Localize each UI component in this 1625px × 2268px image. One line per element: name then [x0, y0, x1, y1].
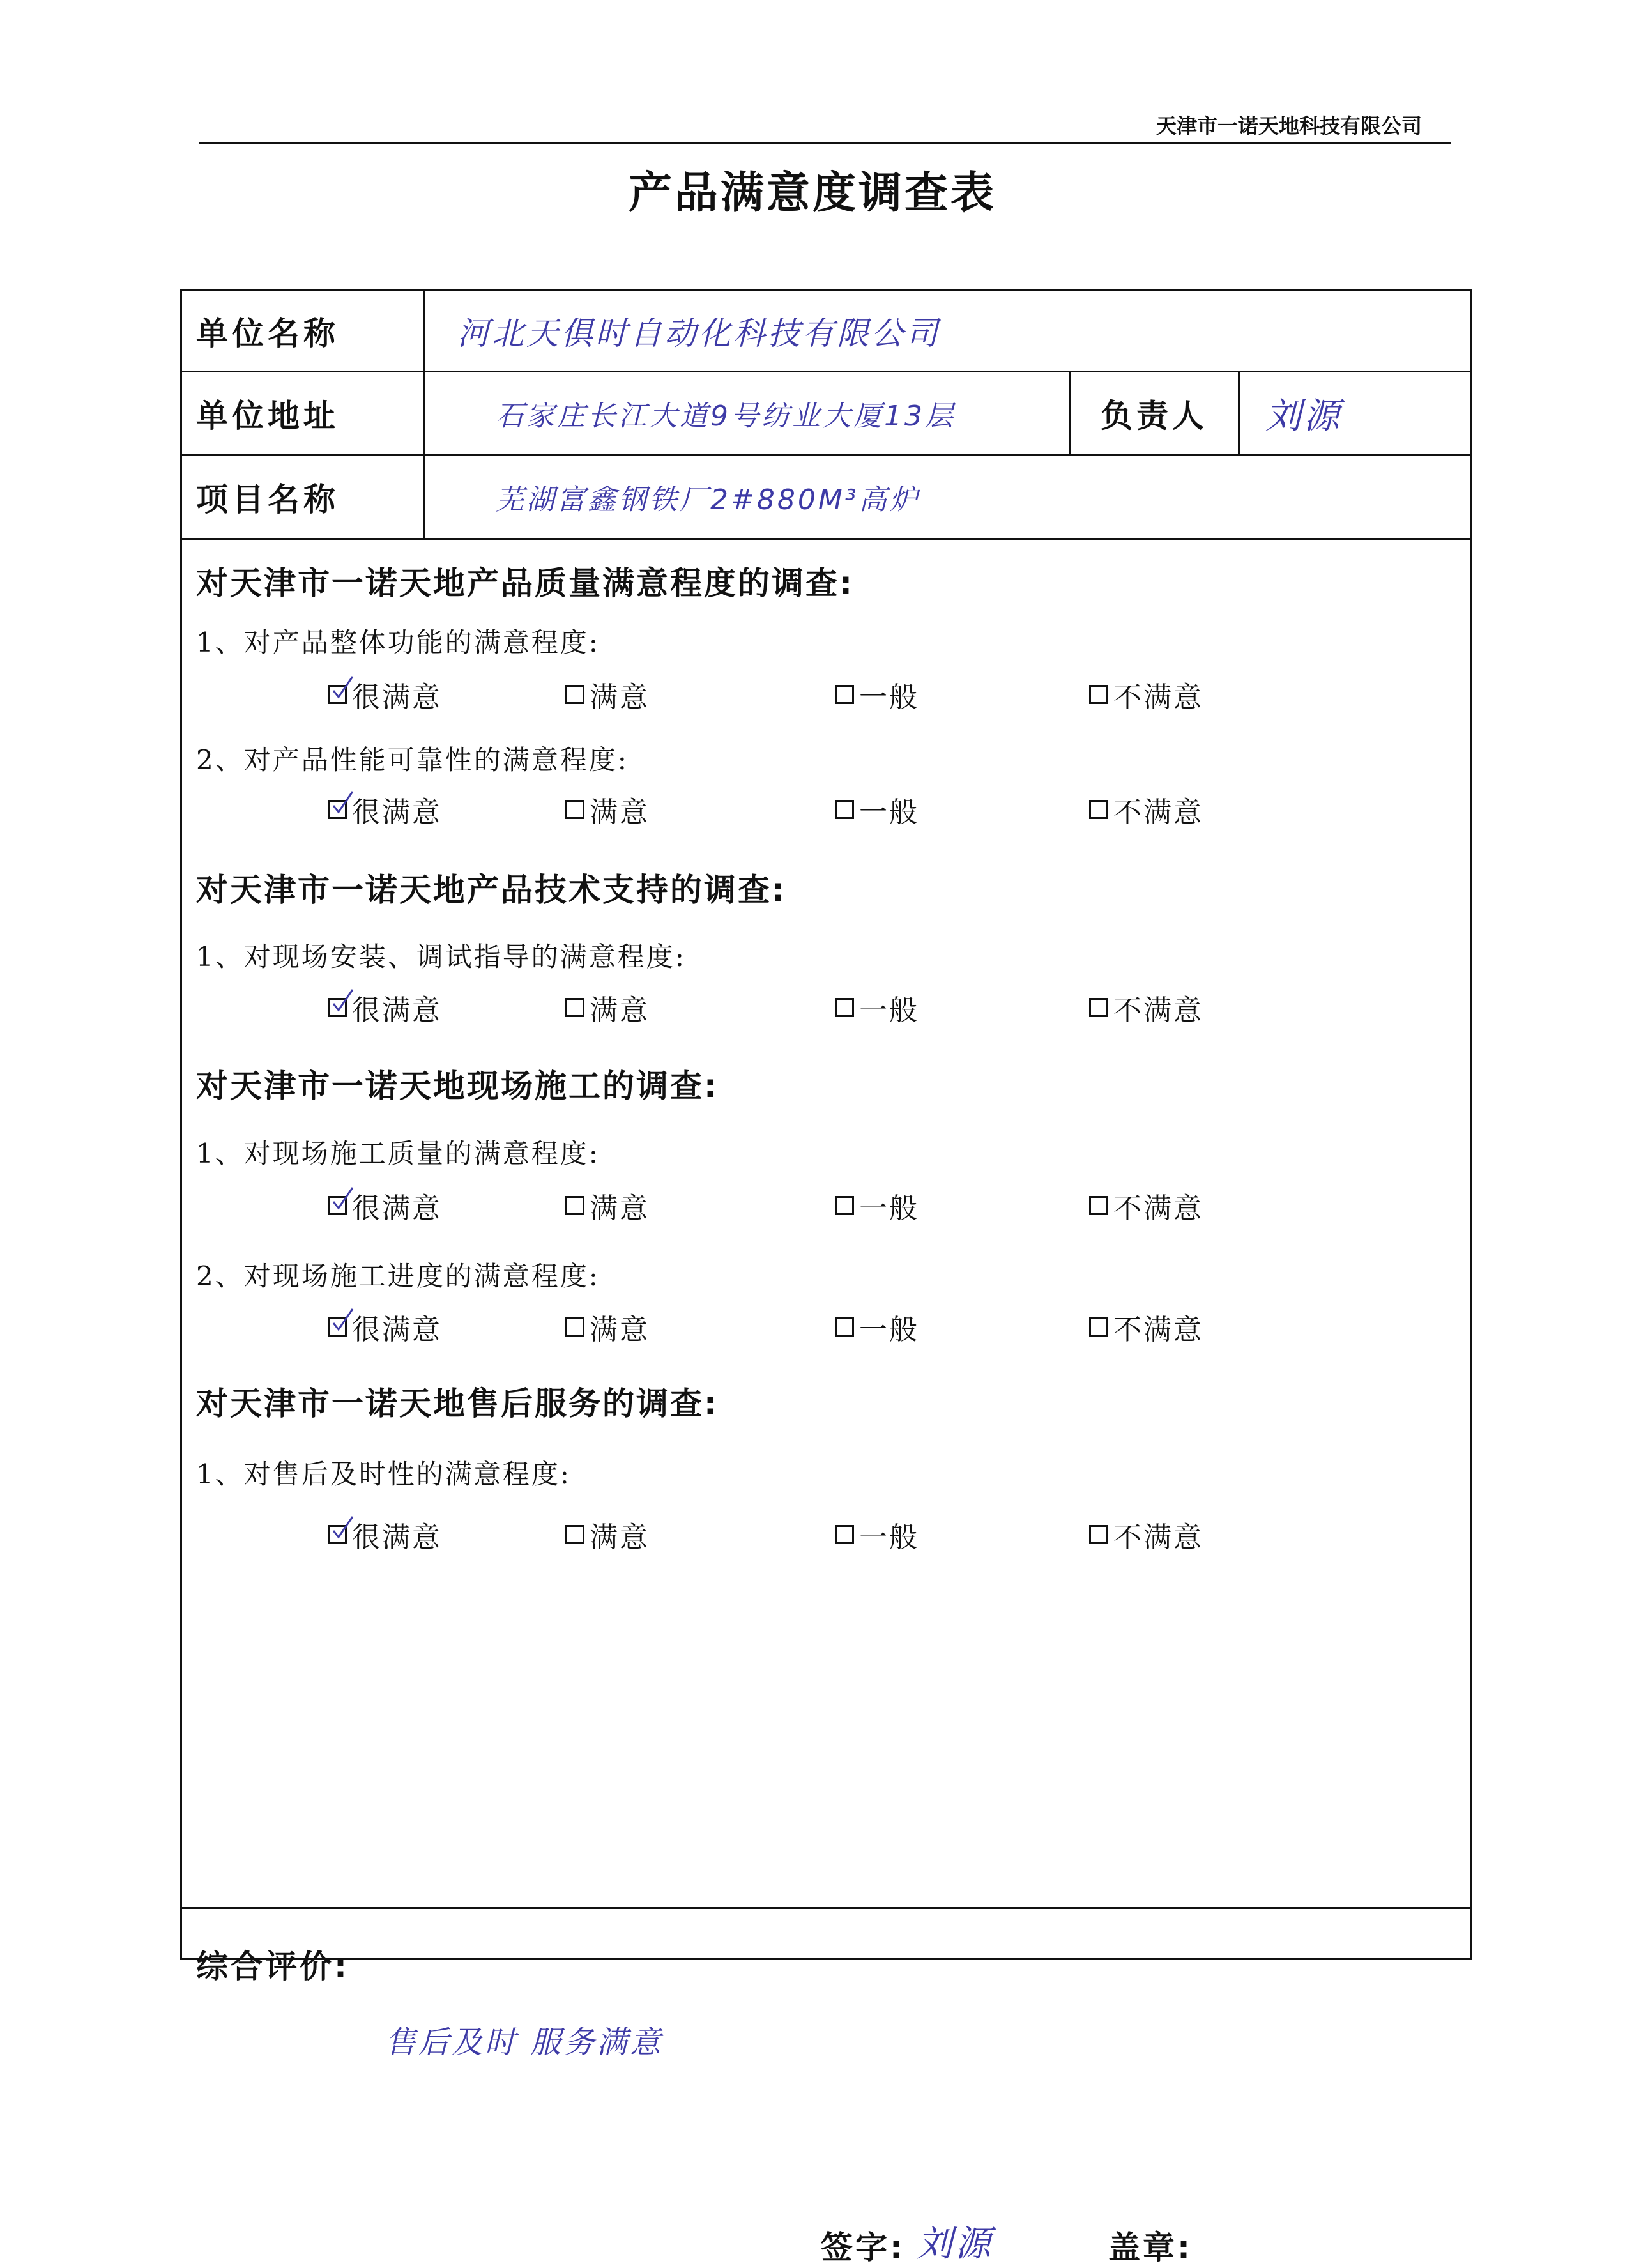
q1-option-average[interactable] — [835, 674, 919, 715]
option-label: 不满意 — [1113, 994, 1203, 1027]
section-construction-title: 对天津市一诺天地现场施工的调查: — [196, 1068, 719, 1105]
manager-label: 负责人 — [1069, 372, 1238, 454]
option-label: 很满意 — [352, 681, 442, 714]
q3-option-very-satisfied[interactable] — [328, 987, 442, 1028]
project-field[interactable] — [423, 456, 1470, 538]
checkbox[interactable] — [565, 685, 584, 704]
checkbox[interactable] — [565, 1196, 584, 1215]
checkmark-icon — [332, 675, 354, 701]
signature-value[interactable]: 刘源 — [917, 2223, 993, 2265]
question-install-guidance: 1、对现场安装、调试指导的满意程度: — [196, 941, 686, 972]
project-label: 项目名称 — [196, 480, 339, 518]
checkmark-icon — [332, 1515, 354, 1541]
option-label: 很满意 — [352, 1314, 442, 1346]
option-label: 满意 — [590, 1314, 650, 1346]
option-label: 不满意 — [1113, 1521, 1203, 1554]
manager-field[interactable] — [1238, 372, 1470, 454]
survey-form — [180, 289, 1472, 2266]
option-label: 很满意 — [352, 1521, 442, 1554]
option-label: 一般 — [859, 994, 919, 1027]
question-overall-function: 1、对产品整体功能的满意程度: — [196, 627, 600, 658]
address-row — [182, 372, 1470, 456]
unit-name-row — [182, 291, 1470, 372]
option-label: 很满意 — [352, 796, 442, 829]
q4-option-dissatisfied[interactable] — [1089, 1185, 1203, 1226]
q2-option-satisfied[interactable] — [565, 789, 650, 830]
q2-option-average[interactable] — [835, 789, 919, 830]
q6-option-dissatisfied[interactable] — [1089, 1514, 1203, 1555]
option-label: 满意 — [590, 796, 650, 829]
checkmark-icon — [332, 988, 354, 1014]
address-value: 石家庄长江大道9号纺业大厦13层 — [496, 399, 956, 433]
option-label: 满意 — [590, 681, 650, 714]
option-label: 很满意 — [352, 994, 442, 1027]
checkbox-checked[interactable] — [328, 998, 347, 1017]
q1-option-very-satisfied[interactable] — [328, 674, 442, 715]
q1-option-dissatisfied[interactable] — [1089, 674, 1203, 715]
q5-option-satisfied[interactable] — [565, 1306, 650, 1347]
unit-name-value: 河北天俱时自动化科技有限公司 — [457, 314, 940, 352]
option-label: 一般 — [859, 796, 919, 829]
section-after-sales-title: 对天津市一诺天地售后服务的调查: — [196, 1385, 719, 1422]
checkbox[interactable] — [835, 1196, 854, 1215]
q5-option-dissatisfied[interactable] — [1089, 1306, 1203, 1347]
checkmark-icon — [332, 1308, 354, 1333]
checkbox[interactable] — [835, 998, 854, 1017]
q5-option-very-satisfied[interactable] — [328, 1306, 442, 1347]
unit-name-field[interactable] — [423, 291, 1470, 371]
checkbox-checked[interactable] — [328, 685, 347, 704]
q2-option-dissatisfied[interactable] — [1089, 789, 1203, 830]
q6-option-average[interactable] — [835, 1514, 919, 1555]
q5-option-average[interactable] — [835, 1306, 919, 1347]
option-label: 不满意 — [1113, 1192, 1203, 1225]
q2-option-very-satisfied[interactable] — [328, 789, 442, 830]
address-field[interactable] — [423, 372, 1069, 454]
checkbox[interactable] — [1089, 1317, 1108, 1337]
option-label: 满意 — [590, 1521, 650, 1554]
option-label: 不满意 — [1113, 796, 1203, 829]
q4-option-satisfied[interactable] — [565, 1185, 650, 1226]
option-label: 不满意 — [1113, 1314, 1203, 1346]
checkbox-checked[interactable] — [328, 1196, 347, 1215]
checkmark-icon — [332, 790, 354, 816]
q1-option-satisfied[interactable] — [565, 674, 650, 715]
checkbox-checked[interactable] — [328, 800, 347, 819]
section-quality-title: 对天津市一诺天地产品质量满意程度的调查: — [196, 565, 854, 602]
evaluation-section — [182, 1907, 1470, 2266]
section-tech-support-title: 对天津市一诺天地产品技术支持的调查: — [196, 871, 786, 908]
option-label: 不满意 — [1113, 681, 1203, 714]
option-label: 一般 — [859, 1314, 919, 1346]
checkbox[interactable] — [1089, 1525, 1108, 1544]
q6-option-very-satisfied[interactable] — [328, 1514, 442, 1555]
form-title: 产品满意度调查表 — [628, 168, 996, 218]
checkbox[interactable] — [835, 685, 854, 704]
question-construction-progress: 2、对现场施工进度的满意程度: — [196, 1260, 600, 1292]
checkbox[interactable] — [1089, 685, 1108, 704]
project-row — [182, 456, 1470, 540]
evaluation-label: 综合评价: — [196, 1948, 349, 1985]
option-label: 一般 — [859, 1521, 919, 1554]
checkbox[interactable] — [565, 800, 584, 819]
checkbox[interactable] — [565, 1317, 584, 1337]
checkbox[interactable] — [565, 1525, 584, 1544]
checkbox[interactable] — [565, 998, 584, 1017]
evaluation-value[interactable]: 售后及时 服务满意 — [385, 2025, 664, 2060]
q3-option-satisfied[interactable] — [565, 987, 650, 1028]
checkbox[interactable] — [835, 800, 854, 819]
q6-option-satisfied[interactable] — [565, 1514, 650, 1555]
unit-name-label: 单位名称 — [196, 314, 339, 352]
q4-option-very-satisfied[interactable] — [328, 1185, 442, 1226]
q4-option-average[interactable] — [835, 1185, 919, 1226]
checkbox[interactable] — [835, 1525, 854, 1544]
checkbox[interactable] — [1089, 998, 1108, 1017]
checkbox[interactable] — [1089, 800, 1108, 819]
option-label: 一般 — [859, 681, 919, 714]
checkbox[interactable] — [1089, 1196, 1108, 1215]
seal-label: 盖章: — [1108, 2229, 1193, 2266]
q3-option-dissatisfied[interactable] — [1089, 987, 1203, 1028]
checkbox-checked[interactable] — [328, 1525, 347, 1544]
question-reliability: 2、对产品性能可靠性的满意程度: — [196, 744, 629, 776]
q3-option-average[interactable] — [835, 987, 919, 1028]
checkbox[interactable] — [835, 1317, 854, 1337]
checkbox-checked[interactable] — [328, 1317, 347, 1337]
checkmark-icon — [332, 1186, 354, 1212]
option-label: 满意 — [590, 1192, 650, 1225]
option-label: 满意 — [590, 994, 650, 1027]
signature-label: 签字: — [821, 2229, 905, 2266]
company-name: 天津市一诺天地科技有限公司 — [1156, 114, 1422, 138]
question-after-sales-timeliness: 1、对售后及时性的满意程度: — [196, 1459, 571, 1490]
address-label: 单位地址 — [196, 397, 339, 434]
manager-value: 刘源 — [1265, 395, 1342, 437]
question-construction-quality: 1、对现场施工质量的满意程度: — [196, 1138, 600, 1169]
project-value: 芜湖富鑫钢铁厂2#880M³高炉 — [496, 483, 920, 516]
survey-body — [182, 540, 1470, 1907]
option-label: 一般 — [859, 1192, 919, 1225]
option-label: 很满意 — [352, 1192, 442, 1225]
header-rule — [199, 142, 1451, 144]
